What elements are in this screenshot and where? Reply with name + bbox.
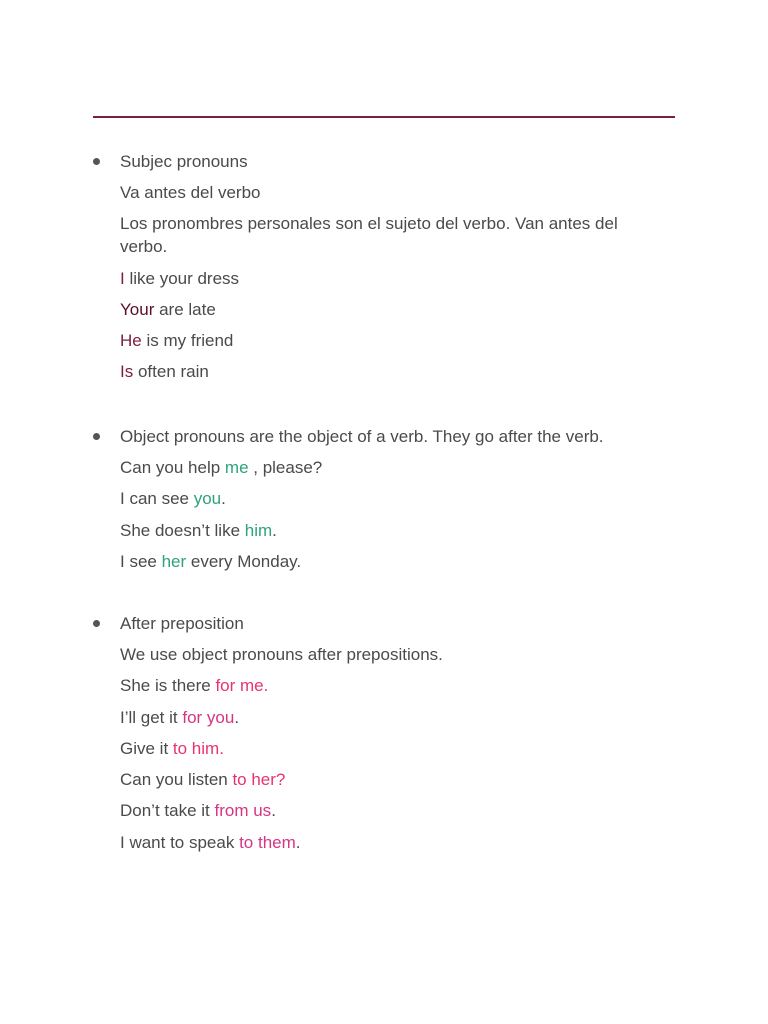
text-line xyxy=(120,487,653,510)
text-span: Give it xyxy=(120,738,173,758)
text-span: I’ll get it xyxy=(120,707,183,727)
text-span: I see xyxy=(120,551,162,571)
highlighted-pronoun: from us xyxy=(214,801,272,821)
text-line xyxy=(120,799,653,822)
text-span: Don’t take it xyxy=(120,801,215,821)
text-span: every Monday. xyxy=(186,551,302,571)
text-span: Va antes del verbo xyxy=(120,183,261,202)
text-span: We use object pronouns after prepositions. xyxy=(120,645,443,664)
text-span: . xyxy=(295,832,301,852)
highlighted-pronoun: Your xyxy=(120,299,155,319)
bullet-icon xyxy=(93,433,100,440)
section-heading: Subjec pronouns xyxy=(120,152,248,171)
highlighted-pronoun: Is xyxy=(120,362,134,382)
text-span: is my friend xyxy=(141,331,234,351)
text-span: often rain xyxy=(133,362,209,382)
highlighted-pronoun: I xyxy=(120,268,125,288)
text-span: She is there xyxy=(120,676,216,696)
section-heading: Object pronouns are the object of a verb. They go after the verb. xyxy=(120,427,604,446)
text-line xyxy=(120,706,653,729)
highlighted-pronoun: her xyxy=(161,551,187,571)
text-span: . xyxy=(272,520,277,540)
text-line xyxy=(120,181,653,204)
bullet-icon xyxy=(93,158,100,165)
text-span: , please? xyxy=(248,458,323,477)
text-line xyxy=(120,329,653,352)
text-span: I want to speak xyxy=(120,832,240,852)
bullet-section xyxy=(93,150,653,392)
highlighted-pronoun: for you xyxy=(182,707,235,727)
highlighted-pronoun: to him. xyxy=(172,738,224,758)
text-span: I can see xyxy=(120,489,194,509)
text-line xyxy=(120,267,653,290)
bullet-section xyxy=(93,612,653,862)
text-line xyxy=(120,768,653,791)
bullet-section xyxy=(93,425,653,581)
section-heading: After preposition xyxy=(120,614,244,633)
highlighted-pronoun: for me. xyxy=(215,676,269,696)
text-line xyxy=(120,674,653,697)
bullet-icon xyxy=(93,620,100,627)
text-line xyxy=(120,298,653,321)
text-span: . xyxy=(221,489,226,509)
header-rule xyxy=(93,116,675,118)
highlighted-pronoun: you xyxy=(193,489,222,509)
text-span: Can you listen xyxy=(120,770,233,790)
text-line xyxy=(120,831,653,854)
text-line xyxy=(120,550,653,573)
text-span: . xyxy=(234,707,240,727)
highlighted-pronoun: to them xyxy=(239,832,296,852)
highlighted-pronoun: He xyxy=(120,331,142,351)
text-line xyxy=(120,643,653,666)
text-span: . xyxy=(271,801,276,821)
text-line xyxy=(120,360,653,383)
highlighted-pronoun: to her? xyxy=(232,770,286,790)
text-line xyxy=(120,737,653,760)
highlighted-pronoun: him xyxy=(244,520,273,540)
highlighted-pronoun: me xyxy=(224,458,249,477)
text-line xyxy=(120,519,653,542)
text-span: like your dress xyxy=(124,268,240,288)
text-line xyxy=(120,456,653,479)
text-span: Los pronombres personales son el sujeto del verbo. Van antes del verbo. xyxy=(120,214,618,257)
text-line xyxy=(120,212,653,258)
text-span: Can you help xyxy=(120,458,225,477)
text-span: are late xyxy=(154,299,216,319)
text-span: She doesn’t like xyxy=(120,520,245,540)
